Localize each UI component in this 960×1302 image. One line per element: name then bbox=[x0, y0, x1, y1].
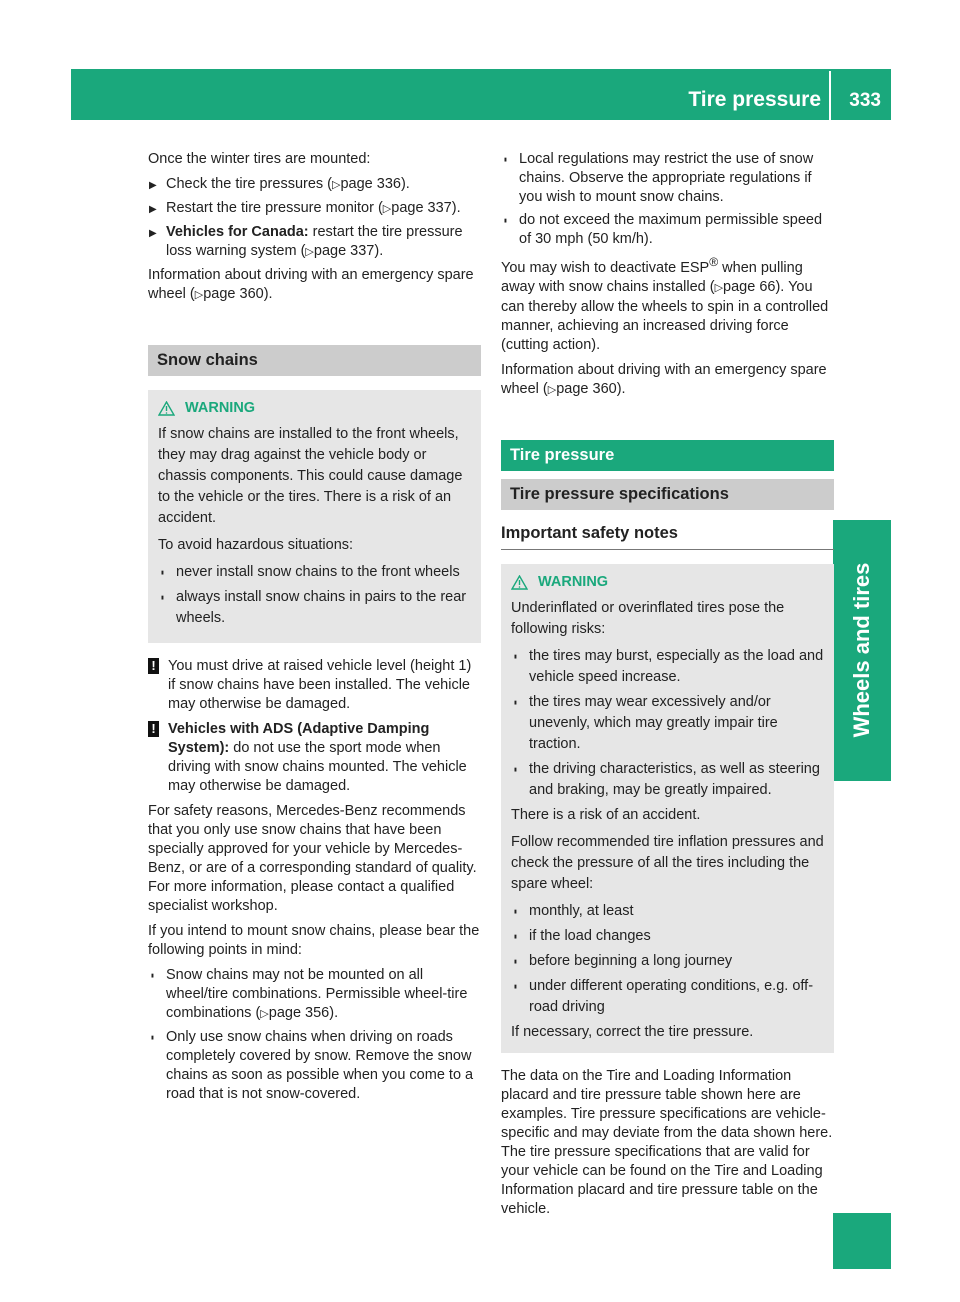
list-item: ■ the tires may burst, especially as the load and vehicle speed increase. bbox=[511, 646, 824, 688]
warning-text: To avoid hazardous situations: bbox=[158, 537, 354, 553]
final-text: The data on the Tire and Loading Information placard and tire pressure table shown here are examples. Tire pressure specifications are vehicle-specific and may deviate from the data shown here. The tire pressure specifications that are valid for your vehicle can be found on the Tire and Loading Information placard and tire pressure table on the vehicle. bbox=[501, 1067, 833, 1217]
side-tab bbox=[833, 520, 891, 781]
list-item: ■ Snow chains may not be mounted on all wheel/tire combinations. Permissible wheel-tire combinations (▷page 356). bbox=[148, 966, 481, 1024]
triangle-right-icon: ▷ bbox=[382, 203, 392, 215]
triangle-right-icon: ▷ bbox=[714, 281, 724, 294]
section-heading-tire-pressure: Tire pressure bbox=[501, 440, 834, 471]
step-item: ▶ Check the tire pressures (▷page 336). bbox=[148, 175, 481, 195]
mount-intro: If you intend to mount snow chains, please bear the following points in mind: bbox=[148, 923, 480, 958]
safety-text: For safety reasons, Mercedes-Benz recommends that you only use snow chains that have been specially approved for your vehicle by Mercedes-Benz, or are of a corresponding standard of quality. For more information, please contact a qualified specialist workshop. bbox=[148, 803, 477, 914]
header-separator bbox=[829, 71, 831, 120]
warning-title: WARNING bbox=[511, 572, 824, 593]
warning-text: Underinflated or overinflated tires pose the following risks: bbox=[511, 599, 785, 637]
page-ref-link[interactable]: page 337 bbox=[391, 200, 452, 216]
side-tab-label: Wheels and tires bbox=[849, 562, 874, 738]
page-ref-link[interactable]: page 360 bbox=[203, 286, 264, 302]
note-item: ! You must drive at raised vehicle level (height 1) if snow chains have been installed. The vehicle may otherwise be damaged. bbox=[148, 657, 481, 714]
triangle-right-icon: ▷ bbox=[547, 383, 557, 396]
subheading-safety-notes: Important safety notes bbox=[501, 524, 834, 550]
page-number: 333 bbox=[849, 90, 881, 111]
header-title: Tire pressure bbox=[688, 88, 821, 111]
side-marker bbox=[833, 1213, 891, 1269]
triangle-right-icon: ▷ bbox=[305, 246, 314, 258]
left-column bbox=[148, 150, 481, 1108]
spare-wheel-text: Information about driving with an emergency spare wheel (▷page 360). bbox=[501, 361, 827, 397]
section-heading-specifications: Tire pressure specifications bbox=[501, 479, 834, 510]
list-item: ■ the tires may wear excessively and/or unevenly, which may greatly impair tire traction. bbox=[511, 692, 824, 755]
list-item: ■ Local regulations may restrict the use of snow chains. Observe the appropriate regulations if you wish to mount snow chains. bbox=[501, 150, 834, 207]
warning-box bbox=[501, 564, 834, 1053]
right-column bbox=[501, 150, 834, 1225]
warning-triangle-icon bbox=[511, 575, 528, 590]
page-ref-link[interactable]: page 66 bbox=[723, 278, 776, 295]
list-item: ■ under different operating conditions, e.g. off-road driving bbox=[511, 976, 824, 1018]
spare-wheel-text: Information about driving with an emergency spare wheel (▷page 360). bbox=[148, 267, 474, 302]
list-item: ■ before beginning a long journey bbox=[511, 951, 824, 972]
triangle-right-icon: ▷ bbox=[260, 1008, 269, 1020]
page-ref-link[interactable]: page 356 bbox=[268, 1005, 330, 1021]
step-item: ▶ Vehicles for Canada: restart the tire pressure loss warning system (▷page 337). bbox=[148, 223, 481, 262]
exclamation-icon: ! bbox=[148, 658, 159, 674]
triangle-right-icon: ▷ bbox=[194, 289, 204, 301]
warning-text: There is a risk of an accident. bbox=[511, 806, 701, 823]
triangle-right-icon: ▷ bbox=[332, 179, 341, 191]
list-item: ■ do not exceed the maximum permissible speed of 30 mph (50 km/h). bbox=[501, 211, 834, 249]
list-item: ■ Only use snow chains when driving on roads completely covered by snow. Remove the snow chains as soon as possible when you come to a road that is not snow-covered. bbox=[148, 1028, 481, 1104]
warning-box bbox=[148, 390, 481, 643]
list-item: ■ monthly, at least bbox=[511, 901, 824, 922]
page-ref-link[interactable]: page 360 bbox=[556, 380, 617, 397]
list-item: ■ if the load changes bbox=[511, 926, 824, 947]
warning-title: WARNING bbox=[158, 398, 471, 419]
intro-text: Once the winter tires are mounted: bbox=[148, 151, 371, 167]
esp-text: You may wish to deactivate ESP® when pulling away with snow chains installed (▷page 66). You can thereby allow the wheels to spin in a controlled manner, achieving an increased driving force (cutting action). bbox=[501, 255, 829, 353]
page-ref-link[interactable]: page 336 bbox=[340, 176, 401, 192]
list-item: ■ never install snow chains to the front wheels bbox=[158, 562, 471, 583]
header-bar bbox=[71, 69, 891, 120]
note-item: ! Vehicles with ADS (Adaptive Damping System): do not use the sport mode when driving with snow chains mounted. The vehicle may otherwise be damaged. bbox=[148, 720, 481, 796]
list-item: ■ the driving characteristics, as well as steering and braking, may be greatly impaired. bbox=[511, 759, 824, 801]
step-item: ▶ Restart the tire pressure monitor (▷page 337). bbox=[148, 199, 481, 219]
exclamation-icon: ! bbox=[148, 721, 159, 737]
warning-text: If necessary, correct the tire pressure. bbox=[511, 1023, 754, 1040]
section-heading-snow-chains: Snow chains bbox=[148, 345, 481, 376]
warning-triangle-icon bbox=[158, 401, 175, 416]
warning-text: If snow chains are installed to the front wheels, they may drag against the vehicle body or chassis components. This could cause damage to the vehicle or the tires. There is a risk of an accident. bbox=[158, 426, 463, 526]
page-ref-link[interactable]: page 337 bbox=[313, 243, 375, 259]
warning-text: Follow recommended tire inflation pressures and check the pressure of all the tires including the spare wheel: bbox=[511, 833, 824, 892]
list-item: ■ always install snow chains in pairs to the rear wheels. bbox=[158, 587, 471, 629]
